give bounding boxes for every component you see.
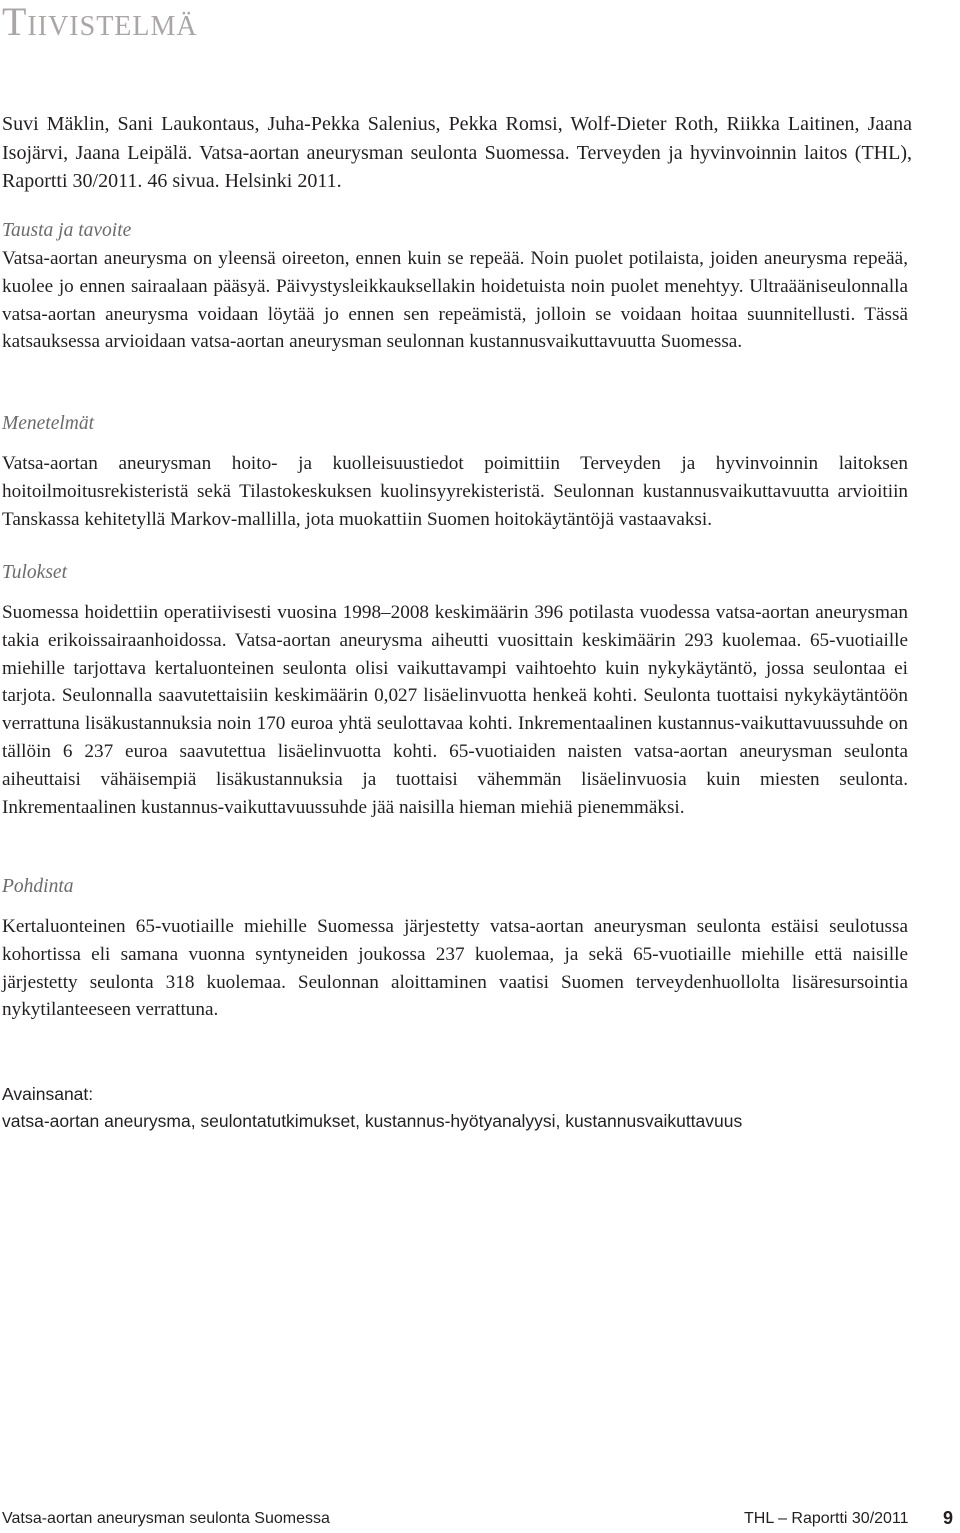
page-title: Tiivistelmä: [2, 0, 198, 44]
keywords-value: vatsa-aortan aneurysma, seulontatutkimukset, kustannus-hyötyanalyysi, kustannusvaikuttavuus: [2, 1111, 743, 1131]
section-results: [2, 559, 908, 821]
section-background-and-aim: [2, 217, 908, 356]
keywords: [2, 1081, 908, 1135]
footer-series: THL – Raportti 30/2011: [744, 1510, 909, 1527]
section-heading: Menetelmät: [2, 413, 95, 434]
section-heading: Tausta ja tavoite: [2, 220, 132, 241]
keywords-label: Avainsanat:: [2, 1084, 94, 1104]
footer-report-title: Vatsa-aortan aneurysman seulonta Suomessa: [2, 1510, 330, 1527]
page-number: 9: [943, 1508, 954, 1528]
section-discussion: [2, 873, 908, 1024]
citation: Suvi Mäklin, Sani Laukontaus, Juha-Pekka Salenius, Pekka Romsi, Wolf-Dieter Roth, Riikka Laitinen, Jaana Isojärvi, Jaana Leipälä. Vatsa-aortan aneurysman seulonta Suomessa. Terveyden ja hyvinvoinnin laitos (THL), Raportti 30/2011. 46 sivua. Helsinki 2011.: [2, 113, 912, 192]
section-body: Kertaluonteinen 65-vuotiaille miehille Suomessa järjestetty vatsa-aortan aneurysman seulonta estäisi seulotussa kohortissa eli samana vuonna syntyneiden joukossa 237 kuolemaa, ja sekä 65-vuotiaille miehille että naisille järjestetty seulonta 318 kuolemaa. Seulonnan aloittaminen vaatisi Suomen terveydenhuollolta lisäresursointia nykytilanteeseen verrattuna.: [2, 916, 908, 1021]
section-methods: [2, 410, 908, 533]
section-body: Suomessa hoidettiin operatiivisesti vuosina 1998–2008 keskimäärin 396 potilasta vuodessa vatsa-aortan aneurysman takia erikoissairaanhoidossa. Vatsa-aortan aneurysma aiheutti vuosittain keskimäärin 293 kuolemaa. 65-vuotiaille miehille tarjottava kertaluonteinen seulonta olisi vaikuttavampi vaihtoehto kuin nykykäytäntö, jossa seulontaa ei tarjota. Seulonnalla saavutettaisiin keskimäärin 0,027 lisäelinvuotta henkeä kohti. Seulonta tuottaisi nykykäytäntöön verrattuna lisäkustannuksia noin 170 euroa yhtä seulottavaa kohti. Inkrementaalinen kustannus-vaikuttavuussuhde on tällöin 6 237 euroa saavutettua lisäelinvuotta kohti. 65-vuotiaiden naisten vatsa-aortan aneurysman seulonta aiheuttaisi vähäisempiä lisäkustannuksia ja tuottaisi vähemmän lisäelinvuosia kuin miesten seulonta. Inkrementaalinen kustannus-vaikuttavuussuhde jää naisilla hieman miehiä pienemmäksi.: [2, 602, 908, 818]
section-body: Vatsa-aortan aneurysma on yleensä oireeton, ennen kuin se repeää. Noin puolet potilaista, joiden aneurysma repeää, kuolee jo ennen sairaalaan pääsyä. Päivystysleikkauksellakin hoidetuista noin puolet menehtyy. Ultraääniseulonnalla vatsa-aortan aneurysma voidaan löytää jo ennen sen repeämistä, jolloin se voidaan hoitaa suunnitellusti. Tässä katsauksessa arvioidaan vatsa-aortan aneurysman seulonnan kustannusvaikuttavuutta Suomessa.: [2, 248, 908, 353]
section-heading: Pohdinta: [2, 876, 74, 897]
section-body: Vatsa-aortan aneurysman hoito- ja kuolleisuustiedot poimittiin Terveyden ja hyvinvoinnin laitoksen hoitoilmoitusrekisteristä sekä Tilastokeskuksen kuolinsyyrekisteristä. Seulonnan kustannusvaikuttavuutta arvioitiin Tanskassa kehitetyllä Markov-mallilla, jota muokattiin Suomen hoitokäytäntöjä vastaavaksi.: [2, 453, 908, 530]
section-heading: Tulokset: [2, 562, 68, 583]
